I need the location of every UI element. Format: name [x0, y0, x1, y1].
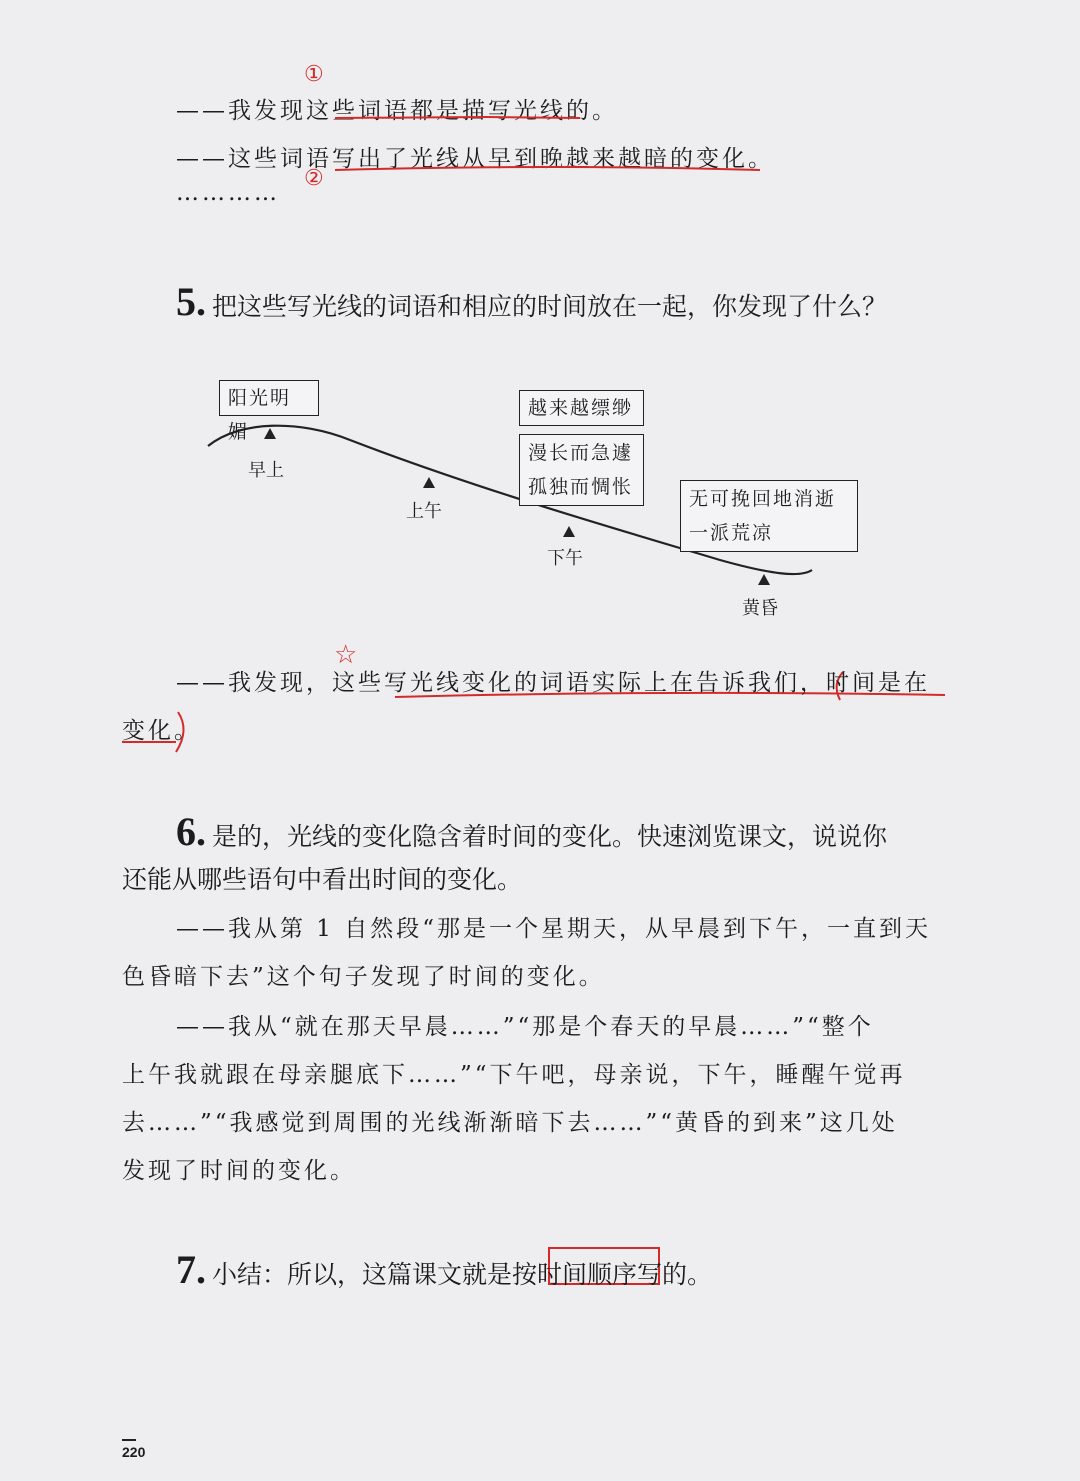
answer-6a-line-2: 色昏暗下去”这个句子发现了时间的变化。 — [122, 964, 605, 990]
question-6-line-1: 6. 是的，光线的变化隐含着时间的变化。快速浏览课文，说说你 — [176, 809, 888, 854]
answer-6b-line-1: ——我从“就在那天早晨……”“那是个春天的早晨……”“整个 — [176, 1014, 874, 1040]
tick-forenoon: 上午 — [406, 501, 442, 522]
marker-forenoon — [423, 477, 435, 488]
tick-dusk: 黄昏 — [742, 598, 778, 619]
marker-afternoon — [563, 526, 575, 537]
answer-line-2: ——这些词语写出了光线从早到晚越来越暗的变化。 — [176, 146, 774, 172]
question-7: 7. 小结：所以，这篇课文就是按时间顺序写的。 — [176, 1247, 713, 1292]
finding-line-1: ——我发现，这些写光线变化的词语实际上在告诉我们，时间是在 — [176, 670, 930, 696]
box-morning: 阳光明媚 — [219, 380, 319, 416]
question-5: 5. 把这些写光线的词语和相应的时间放在一起，你发现了什么？ — [176, 279, 888, 324]
tick-afternoon: 下午 — [547, 548, 583, 569]
time-order-highlight: 时间顺序 — [537, 1260, 638, 1289]
ellipsis-line: ………… — [176, 180, 280, 206]
annotation-mark-1: ① — [304, 62, 324, 87]
answer-line-1: ——我发现这些词语都是描写光线的。 — [176, 98, 618, 124]
question-6-line-2: 还能从哪些语句中看出时间的变化。 — [122, 865, 523, 894]
finding-line-2: 变化。 — [122, 718, 200, 744]
answer-6a-line-1: ——我从第 1 自然段“那是一个星期天，从早晨到下午，一直到天 — [176, 916, 932, 942]
marker-dusk — [758, 574, 770, 585]
box-afternoon: 漫长而急遽 孤独而惆怅 — [519, 434, 644, 506]
annotation-mark-2: ② — [304, 166, 324, 191]
red-underline-1 — [335, 117, 580, 118]
page-number: 220 — [122, 1444, 146, 1460]
box-forenoon: 越来越缥缈 — [519, 390, 644, 426]
answer-6b-line-3: 去……”“我感觉到周围的光线渐渐暗下去……”“黄昏的到来”这几处 — [122, 1110, 898, 1136]
star-annotation: ☆ — [334, 640, 358, 670]
marker-morning — [264, 428, 276, 439]
page-number-rule — [122, 1439, 136, 1441]
box-dusk: 无可挽回地消逝 一派荒凉 — [680, 480, 858, 552]
answer-6b-line-4: 发现了时间的变化。 — [122, 1158, 356, 1184]
red-underline-2 — [335, 167, 760, 170]
tick-morning: 早上 — [248, 460, 284, 481]
answer-6b-line-2: 上午我就跟在母亲腿底下……”“下午吧，母亲说，下午，睡醒午觉再 — [122, 1062, 906, 1088]
